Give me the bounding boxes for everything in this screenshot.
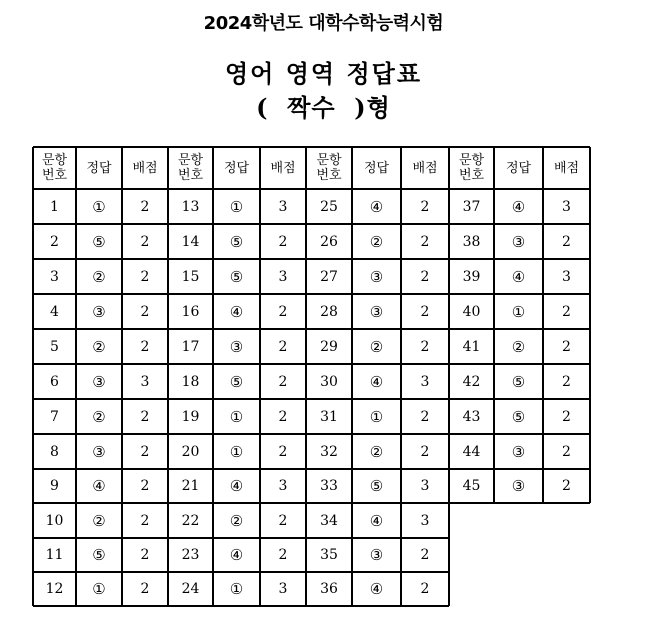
answer-choice: ③ xyxy=(511,232,526,251)
question-number: 17 xyxy=(181,338,200,355)
answer-choice: ② xyxy=(92,337,106,356)
answer-choice: ① xyxy=(229,580,244,598)
question-number: 10 xyxy=(45,512,64,529)
answer-choice: ② xyxy=(369,337,384,356)
points-value: 3 xyxy=(420,512,430,529)
answer-choice: ⑤ xyxy=(92,546,106,564)
header-answer: 정답 xyxy=(363,160,390,176)
question-number: 32 xyxy=(320,443,338,460)
answer-choice: ② xyxy=(511,337,526,356)
question-number: 18 xyxy=(181,373,200,390)
question-number: 41 xyxy=(462,338,481,355)
question-number: 25 xyxy=(320,198,338,215)
table-border-v xyxy=(121,147,123,606)
table-border-v xyxy=(493,147,495,503)
header-question-number xyxy=(168,147,213,189)
points-value: 2 xyxy=(278,443,288,460)
question-number: 34 xyxy=(320,512,338,529)
question-number: 14 xyxy=(181,233,200,250)
answer-choice: ⑤ xyxy=(229,267,244,286)
header-text-line: 번호 xyxy=(316,168,342,183)
question-number: 21 xyxy=(181,478,200,494)
answer-choice: ① xyxy=(369,407,384,426)
points-value: 3 xyxy=(562,198,571,215)
question-number: 30 xyxy=(320,373,338,390)
question-number: 29 xyxy=(320,338,338,355)
points-value: 2 xyxy=(562,478,571,494)
header-question-number xyxy=(449,147,494,189)
table-border-h xyxy=(33,571,449,573)
answer-choice: ④ xyxy=(229,477,244,495)
points-value: 2 xyxy=(278,547,288,563)
table-border-h xyxy=(33,502,590,504)
table-border-h xyxy=(33,468,590,470)
points-value: 2 xyxy=(420,268,430,285)
answer-choice: ② xyxy=(92,407,106,426)
question-number: 40 xyxy=(462,303,481,320)
question-number: 5 xyxy=(50,338,59,355)
answer-choice: ④ xyxy=(511,197,526,216)
points-value: 2 xyxy=(562,233,571,250)
question-number: 22 xyxy=(181,512,200,529)
question-number: 37 xyxy=(462,198,481,215)
points-value: 2 xyxy=(140,198,150,215)
answer-choice: ① xyxy=(229,442,244,461)
question-number: 7 xyxy=(50,408,59,425)
points-value: 3 xyxy=(562,268,571,285)
points-value: 2 xyxy=(140,233,150,250)
table-border-h xyxy=(33,223,590,225)
question-number: 42 xyxy=(462,373,481,390)
header-text-line: 문항 xyxy=(177,153,204,168)
points-value: 2 xyxy=(278,373,288,390)
header-points: 배점 xyxy=(270,160,296,176)
question-number: 8 xyxy=(50,443,59,460)
points-value: 2 xyxy=(562,373,571,390)
form-type-title: ( 짝수 )형 xyxy=(256,93,391,122)
points-value: 2 xyxy=(140,443,150,460)
points-value: 3 xyxy=(278,268,288,285)
answer-choice: ④ xyxy=(511,267,526,286)
points-value: 2 xyxy=(278,408,288,425)
points-value: 2 xyxy=(140,512,150,529)
table-border-v xyxy=(351,147,353,606)
table-border-h xyxy=(33,537,449,539)
answer-choice: ③ xyxy=(511,442,526,461)
table-border-v xyxy=(32,147,34,606)
points-value: 2 xyxy=(420,408,430,425)
table-border-v xyxy=(542,147,544,503)
points-value: 3 xyxy=(420,478,430,494)
question-number: 24 xyxy=(181,581,200,597)
table-border-h xyxy=(33,258,590,260)
answer-choice: ④ xyxy=(369,580,384,598)
answer-choice: ④ xyxy=(369,372,384,391)
header-text-line: 문항 xyxy=(458,153,485,168)
points-value: 2 xyxy=(420,198,430,215)
answer-choice: ③ xyxy=(369,302,384,321)
answer-choice: ② xyxy=(229,511,244,530)
table-border-v xyxy=(589,147,591,503)
question-number: 9 xyxy=(50,478,59,494)
answer-choice: ③ xyxy=(92,372,106,391)
answer-choice: ① xyxy=(229,407,244,426)
question-number: 31 xyxy=(320,408,338,425)
points-value: 2 xyxy=(420,547,430,563)
answer-choice: ③ xyxy=(229,337,244,356)
question-number: 35 xyxy=(320,547,338,563)
answer-choice: ③ xyxy=(92,442,106,461)
points-value: 2 xyxy=(420,233,430,250)
answer-choice: ③ xyxy=(369,546,384,564)
question-number: 13 xyxy=(181,198,200,215)
points-value: 2 xyxy=(278,512,288,529)
header-text-line: 문항 xyxy=(41,153,68,168)
header-points: 배점 xyxy=(553,160,580,176)
question-number: 44 xyxy=(462,443,481,460)
table-border-h xyxy=(33,605,449,607)
answer-choice: ① xyxy=(92,580,106,598)
points-value: 2 xyxy=(420,338,430,355)
exam-title: 2024학년도 대학수학능력시험 xyxy=(203,13,444,34)
header-answer: 정답 xyxy=(505,160,532,176)
table-border-h xyxy=(33,146,590,148)
answer-choice: ④ xyxy=(229,546,244,564)
table-border-v xyxy=(75,147,77,606)
answer-choice: ⑤ xyxy=(229,232,244,251)
question-number: 16 xyxy=(181,303,200,320)
points-value: 2 xyxy=(140,547,150,563)
points-value: 2 xyxy=(420,581,430,597)
question-number: 26 xyxy=(320,233,338,250)
points-value: 2 xyxy=(140,581,150,597)
question-number: 4 xyxy=(50,303,59,320)
question-number: 23 xyxy=(181,547,200,563)
answer-choice: ③ xyxy=(92,302,106,321)
question-number: 20 xyxy=(181,443,200,460)
answer-choice: ⑤ xyxy=(511,372,526,391)
points-value: 3 xyxy=(278,478,288,494)
table-border-v xyxy=(167,147,169,606)
question-number: 36 xyxy=(320,581,338,597)
question-number: 19 xyxy=(181,408,200,425)
header-answer: 정답 xyxy=(223,160,250,176)
answer-choice: ⑤ xyxy=(511,407,526,426)
table-border-h xyxy=(33,398,590,400)
table-border-v xyxy=(305,147,307,606)
points-value: 2 xyxy=(278,233,288,250)
points-value: 3 xyxy=(140,373,150,390)
points-value: 2 xyxy=(278,303,288,320)
header-text-line: 번호 xyxy=(41,168,68,183)
answer-choice: ② xyxy=(92,511,106,530)
points-value: 2 xyxy=(420,443,430,460)
answer-choice: ② xyxy=(369,442,384,461)
points-value: 2 xyxy=(140,268,150,285)
answer-choice: ④ xyxy=(369,197,384,216)
answer-choice: ① xyxy=(229,197,244,216)
answer-choice: ① xyxy=(92,197,106,216)
points-value: 2 xyxy=(562,303,571,320)
answer-choice: ④ xyxy=(369,511,384,530)
header-points: 배점 xyxy=(412,160,438,176)
question-number: 43 xyxy=(462,408,481,425)
question-number: 6 xyxy=(50,373,59,390)
answer-choice: ④ xyxy=(92,477,106,495)
table-border-h xyxy=(33,293,590,295)
question-number: 12 xyxy=(45,581,64,597)
answer-choice: ③ xyxy=(511,477,526,495)
table-border-v xyxy=(212,147,214,606)
points-value: 2 xyxy=(140,303,150,320)
question-number: 15 xyxy=(181,268,200,285)
question-number: 2 xyxy=(50,233,59,250)
header-text-line: 번호 xyxy=(177,168,204,183)
table-border-v xyxy=(259,147,261,606)
header-question-number xyxy=(306,147,352,189)
header-answer: 정답 xyxy=(86,160,112,176)
question-number: 28 xyxy=(320,303,338,320)
subject-title: 영어 영역 정답표 xyxy=(225,59,422,88)
table-border-h xyxy=(33,433,590,435)
header-text-line: 문항 xyxy=(316,153,342,168)
points-value: 3 xyxy=(278,198,288,215)
question-number: 3 xyxy=(50,268,59,285)
points-value: 2 xyxy=(562,338,571,355)
table-border-h xyxy=(33,363,590,365)
table-border-h xyxy=(33,188,590,190)
points-value: 2 xyxy=(140,478,150,494)
answer-choice: ② xyxy=(369,232,384,251)
question-number: 11 xyxy=(45,547,64,563)
question-number: 39 xyxy=(462,268,481,285)
answer-choice: ⑤ xyxy=(369,477,384,495)
question-number: 27 xyxy=(320,268,338,285)
header-question-number xyxy=(33,147,76,189)
question-number: 38 xyxy=(462,233,481,250)
answer-choice: ⑤ xyxy=(92,232,106,251)
points-value: 2 xyxy=(562,443,571,460)
points-value: 3 xyxy=(278,581,288,597)
table-border-v xyxy=(448,147,450,606)
answer-choice: ② xyxy=(92,267,106,286)
points-value: 2 xyxy=(278,338,288,355)
answer-choice: ① xyxy=(511,302,526,321)
table-border-h xyxy=(33,328,590,330)
points-value: 2 xyxy=(562,408,571,425)
points-value: 3 xyxy=(420,373,430,390)
header-points: 배점 xyxy=(132,160,158,176)
points-value: 2 xyxy=(420,303,430,320)
question-number: 1 xyxy=(50,198,59,215)
question-number: 33 xyxy=(320,478,338,494)
points-value: 2 xyxy=(140,408,150,425)
table-border-v xyxy=(400,147,402,606)
points-value: 2 xyxy=(140,338,150,355)
header-text-line: 번호 xyxy=(458,168,485,183)
answer-choice: ③ xyxy=(369,267,384,286)
answer-choice: ④ xyxy=(229,302,244,321)
question-number: 45 xyxy=(462,478,481,494)
answer-choice: ⑤ xyxy=(229,372,244,391)
